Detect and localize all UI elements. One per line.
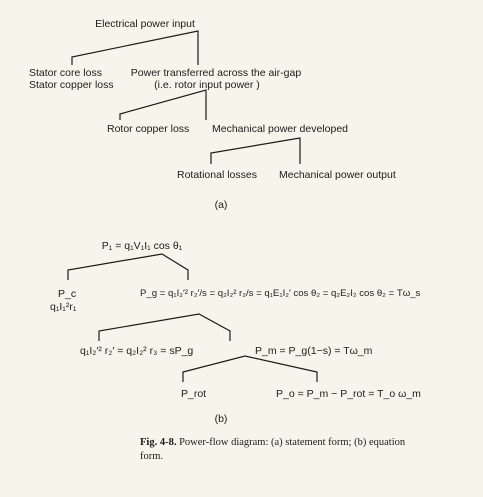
node-pi-equation: P₁ = q₁V₁I₁ cos θ₁ (101, 240, 183, 252)
node-stator-copper-loss: Stator copper loss (29, 79, 114, 91)
caption-number: Fig. 4-8. (140, 437, 177, 448)
node-rotational-losses: Rotational losses (177, 169, 257, 181)
node-stator-core-loss: Stator core loss (29, 67, 102, 79)
node-airgap-note: (i.e. rotor input power ) (154, 79, 260, 91)
node-rotor-copper-equation: q₁I₂′² r₂′ = q₂I₂² r₃ = sP_g (80, 345, 194, 357)
node-pc: P_c (58, 288, 77, 300)
node-mechanical-output: Mechanical power output (279, 169, 396, 181)
connector-a-mechanical (211, 138, 300, 164)
label-a: (a) (214, 199, 228, 211)
node-prot: P_rot (181, 388, 207, 400)
figure-caption (140, 436, 415, 464)
label-b: (b) (214, 413, 228, 425)
node-mechanical-developed: Mechanical power developed (212, 123, 349, 135)
node-rotor-copper-loss: Rotor copper loss (107, 123, 190, 135)
node-airgap-power: Power transferred across the air-gap (130, 67, 302, 79)
connector-b-pg (99, 314, 230, 341)
connector-b-root (68, 254, 188, 280)
caption-text: Power-flow diagram: (a) statement form; (b) equation form. (140, 437, 406, 462)
node-po-equation: P_o = P_m − P_rot = T_o ω_m (276, 388, 421, 400)
node-electrical-input: Electrical power input (95, 18, 195, 30)
node-pc-copper: q₁I₁²r₁ (50, 301, 77, 313)
connector-a-root (72, 31, 198, 65)
node-pg-equation: P_g = q₁I₂′² r₂′/s = q₂I₂² r₂/s = q₁E₁I₂′ cos θ₂ = q₂E₂I₂ cos θ₂ = Tω_s (140, 288, 421, 299)
connector-a-airgap (120, 90, 206, 120)
node-pm-equation: P_m = P_g(1−s) = Tω_m (255, 345, 373, 357)
connector-b-pm (183, 356, 317, 382)
